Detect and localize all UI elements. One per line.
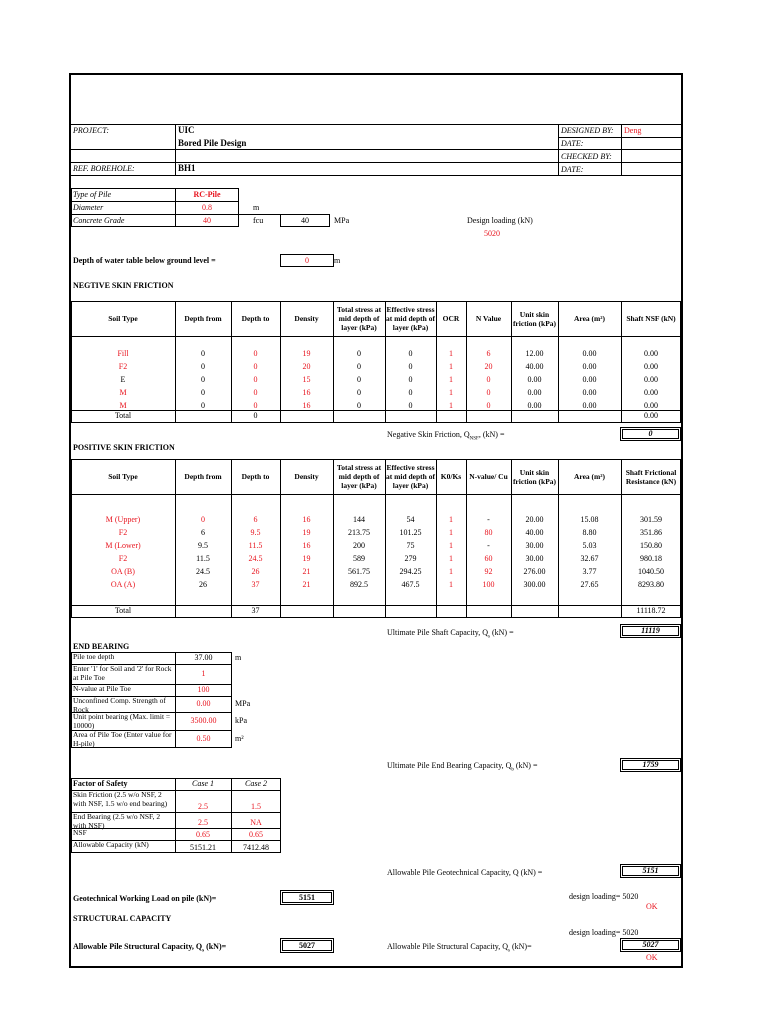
table-cell: 1 [449,541,453,550]
table-cell: 30.00 [525,554,544,563]
column-header: Depth from [184,472,222,481]
geotech-working-load-label: Geotechnical Working Load on pile (kN)= [73,894,217,903]
column-header: Area (m²) [573,314,606,323]
pile-type-value: RC-Pile [193,190,221,199]
end-bearing-value: 1 [201,669,206,678]
column-header: OCR [442,314,460,323]
table-cell: 0.00 [644,401,658,410]
fos-label: End Bearing (2.5 w/o NSF, 2 with NSF) [73,812,161,830]
fos-case-2-value: 7412.48 [243,843,269,852]
table-cell: 3.77 [582,567,597,576]
designed-by-label: DESIGNED BY: [561,126,614,135]
table-cell: 5.03 [582,541,597,550]
end-bearing-result-label: Ultimate Pile End Bearing Capacity, $Q_b$ (kN) = [387,761,538,773]
table-cell: 0.00 [644,349,658,358]
header-top-rule [71,124,681,125]
column-header: Density [294,472,319,481]
table-cell: 80 [484,528,493,537]
pile-type-label: Type of Pile [73,190,112,199]
table-cell: 0 [357,362,361,371]
table-cell: 0 [201,362,205,371]
table-cell: 276.00 [523,567,546,576]
borehole-value: BH1 [178,163,196,173]
end-bearing-title: END BEARING [73,642,130,651]
table-cell: 100 [482,580,495,589]
header-rule [71,162,681,163]
table-cell: 20 [484,362,493,371]
table-cell: E [120,375,126,384]
design-loading-label: Design loading (kN) [467,216,533,225]
column-header: Soil Type [108,472,138,481]
table-cell: 0 [253,388,258,397]
shaft-capacity-value: 11119 [641,626,660,635]
table-cell: 0 [253,375,258,384]
design-loading-note-1: design loading= 5020 [569,892,639,901]
table-cell: 54 [406,515,415,524]
table-cell: 1 [449,515,453,524]
table-cell: 0 [253,362,258,371]
end-bearing-label: Enter '1' for Soil and '2' for Rock at Pile Toe [73,664,172,682]
fos-case-1: Case 1 [192,779,214,788]
fcu-unit: MPa [334,216,350,225]
table-cell: 0 [201,515,205,524]
table-cell: 19 [302,349,311,358]
checked-by-label: CHECKED BY: [561,152,612,161]
table-cell: 300.00 [523,580,546,589]
table-cell: 12.00 [525,349,544,358]
table-cell: 1 [449,362,453,371]
end-bearing-result-value: 1759 [642,760,659,769]
table-cell: 0 [201,401,205,410]
table-cell: 16 [302,541,311,550]
date-label-2: DATE: [561,165,584,174]
table-cell: 0.00 [644,362,658,371]
table-cell: 1 [449,349,453,358]
fcu-value: 40 [301,216,309,225]
table-cell: 351.86 [640,528,662,537]
table-cell: 0.00 [644,375,658,384]
diameter-label: Diameter [73,203,104,212]
table-cell: 1 [449,388,453,397]
water-table-value: 0 [305,256,309,265]
header-divider [175,124,176,175]
table-cell: 75 [406,541,415,550]
status-ok-2: OK [646,953,658,962]
table-cell: 0 [486,375,491,384]
table-cell: 561.75 [348,567,370,576]
table-cell: 213.75 [348,528,370,537]
fos-case-1-value: 0.65 [196,830,210,839]
end-bearing-unit: MPa [235,699,251,708]
table-cell: 32.67 [580,554,599,563]
table-cell: 11.5 [248,541,263,550]
geotech-capacity-value: 5151 [642,866,659,875]
column-header: Soil Type [108,314,138,323]
table-cell: 24.5 [196,567,210,576]
end-bearing-label: Area of Pile Toe (Enter value for H-pile) [73,730,172,748]
table-cell: 0 [357,349,361,358]
table-cell: 0 [357,375,361,384]
table-cell: 0 [253,401,258,410]
fos-case-1-value: 2.5 [198,802,208,811]
column-header: Unit skin friction (kPa) [512,467,557,486]
fos-label: Skin Friction (2.5 w/o NSF, 2 with NSF, 1.5 w/o end bearing) [73,790,168,808]
water-table-unit: m [334,256,341,265]
column-header: Total stress at mid depth of layer (kPa) [336,305,382,332]
end-bearing-value: 3500.00 [190,716,217,725]
table-cell: Fill [117,349,129,358]
structural-capacity-right-label: Allowable Pile Structural Capacity, $Q_s$ (kN)= [387,942,532,954]
structural-capacity-title: STRUCTURAL CAPACITY [73,914,172,923]
table-cell: 0.00 [582,375,597,384]
end-bearing-value: 37.00 [194,653,213,662]
table-cell: 101.25 [399,528,422,537]
total-depth: 37 [251,606,260,615]
table-cell: 200 [353,541,365,550]
table-cell: 0 [408,388,413,397]
column-header: Shaft NSF (kN) [626,314,676,323]
shaft-capacity-label: Ultimate Pile Shaft Capacity, $Q_s$ (kN) = [387,628,514,640]
column-header: Shaft Frictional Resistance (kN) [625,467,677,486]
table-cell: 21 [302,580,311,589]
table-cell: F2 [118,554,128,563]
table-cell: 30.00 [525,541,544,550]
table-cell: 15 [302,375,311,384]
end-bearing-value: 0.50 [196,734,211,743]
table-cell: 1 [449,580,453,589]
end-bearing-unit: m [235,653,242,662]
end-bearing-unit: m² [235,734,244,743]
pile-rule [71,201,239,202]
column-header: Total stress at mid depth of layer (kPa) [336,463,382,490]
total-value: 0.00 [644,411,658,420]
table-cell: 40.00 [525,528,544,537]
table-cell: 0.00 [582,388,597,397]
fos-case-2-value: NA [250,818,262,827]
table-cell: 6 [201,528,205,537]
header-rule [71,149,681,150]
status-ok-1: OK [646,902,658,911]
total-value: 11118.72 [636,606,666,615]
table-cell: 0.00 [527,388,542,397]
column-header: Unit skin friction (kPa) [512,309,557,328]
table-cell: 1 [449,528,453,537]
table-cell: 26 [251,567,260,576]
table-cell: M [119,388,127,397]
table-cell: 0.00 [527,375,542,384]
table-cell: F2 [118,362,128,371]
end-bearing-value: 100 [197,685,210,694]
nsf-result-value: 0 [648,429,653,438]
project-name: UIC [178,125,195,135]
table-cell: 467.5 [401,580,420,589]
table-cell: OA (B) [111,567,135,576]
table-cell: 0 [408,349,413,358]
date-label: DATE: [561,139,584,148]
table-cell: 0 [408,375,413,384]
grade-label: Concrete Grade [73,216,125,225]
table-header-rule [71,494,681,495]
table-cell: 0 [357,388,361,397]
fos-case-2: Case 2 [245,779,267,788]
table-cell: 0.00 [582,362,597,371]
table-cell: 0 [201,375,205,384]
column-header: Area (m²) [573,472,606,481]
table-cell: 1 [449,567,453,576]
table-cell: 19 [302,554,311,563]
table-cell: 0.00 [527,401,542,410]
table-cell: 0 [201,349,205,358]
table-cell: 20 [302,362,311,371]
table-cell: - [487,515,490,524]
table-cell: 150.80 [640,541,662,550]
column-header: Depth from [184,314,222,323]
fos-case-1-value: 2.5 [198,818,208,827]
table-cell: 0 [486,401,491,410]
table-cell: 27.65 [580,580,599,589]
table-cell: 16 [302,388,311,397]
diameter-value: 0.8 [202,203,212,212]
table-cell: 26 [199,580,207,589]
column-header: N-value/ Cu [469,472,508,481]
fos-case-2-value: 1.5 [251,802,261,811]
grade-value: 40 [203,216,211,225]
column-header: Depth to [241,472,270,481]
project-label: PROJECT: [73,126,109,135]
design-loading-note-2: design loading= 5020 [569,928,639,937]
table-cell: OA (A) [110,580,136,589]
end-bearing-label: N-value at Pile Toe [73,684,131,693]
column-header: K0/Ks [440,472,462,481]
design-loading-value: 5020 [484,229,500,238]
designed-by-value: Deng [624,126,642,135]
fcu-label: fcu [253,216,264,225]
table-cell: 0.00 [644,388,658,397]
table-cell: 0 [357,401,361,410]
water-table-label: Depth of water table below ground level = [73,256,216,265]
table-cell: 0.00 [582,349,597,358]
table-cell: 1 [449,554,453,563]
fos-case-1-value: 5151.21 [190,843,216,852]
end-bearing-unit: kPa [235,716,247,725]
structural-capacity-label: Allowable Pile Structural Capacity, $Q_s$ (kN)= [73,942,227,954]
table-cell: 16 [302,515,311,524]
table-cell: 21 [302,567,311,576]
project-subject: Bored Pile Design [178,138,247,148]
end-bearing-value: 0.00 [196,699,211,708]
table-cell: 0 [253,349,258,358]
total-label: Total [114,411,132,420]
table-cell: 15.08 [580,515,599,524]
table-header-rule [71,336,681,337]
structural-capacity-value: 5027 [299,941,315,950]
table-cell: 9.5 [250,528,261,537]
table-cell: 9.5 [198,541,208,550]
table-cell: 589 [353,554,365,563]
table-cell: 980.18 [640,554,662,563]
geotech-working-load-value: 5151 [299,893,315,902]
end-bearing-label: Unit point bearing (Max. limit = 10000) [73,712,171,730]
table-cell: 144 [353,515,365,524]
table-cell: 1040.50 [638,567,664,576]
table-cell: 0 [408,401,413,410]
nsf-result-label: Negative Skin Friction, $Q_{NSF}$, (kN) = [387,430,505,442]
total-depth: 0 [253,411,258,420]
column-header: N Value [475,314,502,323]
table-cell: - [487,541,490,550]
table-cell: 37 [251,580,260,589]
table-cell: 0 [486,388,491,397]
column-header: Effective stress at mid depth of layer (kPa) [386,463,435,490]
column-header: Effective stress at mid depth of layer (kPa) [386,305,435,332]
structural-capacity-right-value: 5027 [642,940,659,949]
end-bearing-label: Pile toe depth [73,652,115,661]
table-cell: 19 [302,528,311,537]
table-cell: 24.5 [248,554,263,563]
header-bottom-rule [71,175,681,176]
total-label: Total [114,606,132,615]
table-cell: 0.00 [582,401,597,410]
column-header: Density [294,314,319,323]
diameter-unit: m [253,203,260,212]
table-cell: 20.00 [525,515,544,524]
table-cell: 279 [404,554,417,563]
psf-title: POSITIVE SKIN FRICTION [73,443,175,452]
fos-title: Factor of Safety [73,779,128,788]
table-cell: 60 [484,554,493,563]
column-header: Depth to [241,314,270,323]
table-cell: 301.59 [640,515,662,524]
nsf-title: NEGTIVE SKIN FRICTION [73,281,174,290]
table-cell: 1 [449,401,453,410]
table-cell: M [119,401,127,410]
calculation-sheet [69,73,683,968]
table-cell: 6 [486,349,491,358]
header-divider [621,124,622,175]
table-cell: 8.80 [582,528,597,537]
borehole-label: REF. BOREHOLE: [73,164,135,173]
header-divider [558,124,559,175]
table-cell: 6 [253,515,258,524]
table-cell: F2 [118,528,128,537]
table-cell: 294.25 [399,567,422,576]
table-cell: 40.00 [525,362,544,371]
fos-case-2-value: 0.65 [249,830,263,839]
table-cell: M (Upper) [105,515,141,524]
fos-label: Allowable Capacity (kN) [73,840,149,849]
table-cell: 11.5 [196,554,210,563]
table-cell: 16 [302,401,311,410]
header-rule [558,137,681,138]
table-cell: M (Lower) [105,541,141,550]
geotech-capacity-label: Allowable Pile Geotechnical Capacity, Q (kN) = [387,868,543,877]
table-cell: 0 [201,388,205,397]
end-bearing-label: Unconfined Comp. Strength of Rock [73,696,166,714]
table-cell: 92 [484,567,493,576]
table-cell: 1 [449,375,453,384]
table-cell: 892.5 [350,580,368,589]
fos-label: NSF [73,828,87,837]
table-cell: 8293.80 [638,580,664,589]
table-cell: 0 [408,362,413,371]
